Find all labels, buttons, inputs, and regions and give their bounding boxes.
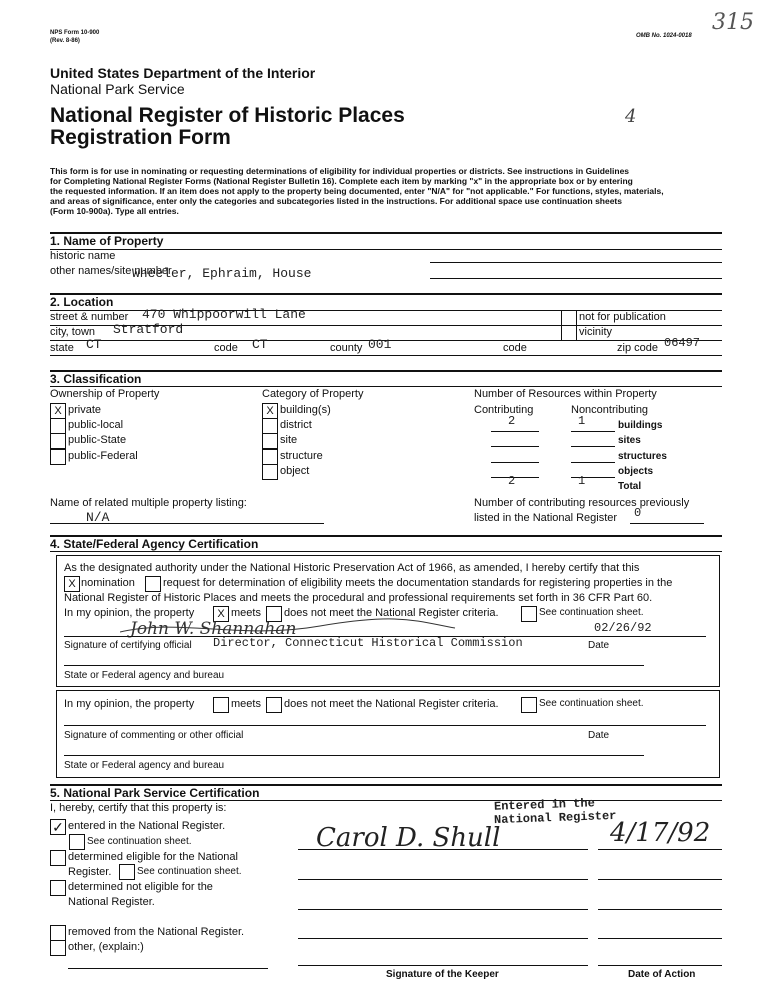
determined-not-eligible-checkbox[interactable] [50, 880, 66, 896]
rule [571, 462, 615, 463]
county-value: 001 [368, 337, 392, 352]
contributing-total: 2 [508, 474, 516, 488]
vicinity-label: vicinity [579, 326, 613, 338]
removed-checkbox[interactable] [50, 925, 66, 941]
state-value: CT [86, 337, 102, 352]
handwritten-mark: 4 [625, 106, 637, 127]
rule [64, 665, 644, 666]
rule [491, 431, 539, 432]
form-number: NPS Form 10-900 [50, 30, 100, 36]
official-title-value: Director, Connecticut Historical Commission [213, 636, 523, 650]
opinion2-label: In my opinion, the property [64, 698, 195, 710]
continuation-checkbox[interactable] [521, 606, 537, 622]
svg-text:Carol D. Shull: Carol D. Shull [316, 823, 501, 853]
resource-total-label: Total [618, 481, 642, 492]
noncontributing-total: 1 [578, 474, 586, 488]
rule [571, 431, 615, 432]
section-3-heading: 3. Classification [50, 372, 142, 386]
vicinity-checkbox[interactable] [561, 325, 577, 341]
rule [298, 909, 588, 910]
date-label: Date [588, 640, 610, 651]
entered-checkbox[interactable]: ✓ [50, 819, 66, 835]
street-value: 470 Whippoorwill Lane [142, 307, 306, 322]
ownership-private-checkbox[interactable]: X [50, 403, 66, 419]
rule [50, 523, 324, 524]
resource-row-label: buildings [618, 420, 663, 431]
category-buildings-label: building(s) [280, 404, 331, 416]
zip-value: 06497 [664, 336, 701, 350]
category-site-checkbox[interactable] [262, 433, 278, 449]
determined-not-eligible-label: determined not eligible for the [68, 881, 213, 893]
continuation-label: See continuation sheet. [539, 607, 644, 618]
not-for-publication-label: not for publication [579, 311, 666, 323]
category-district-label: district [280, 419, 312, 431]
ownership-public-federal-checkbox[interactable] [50, 449, 66, 465]
previously-listed-label-2: listed in the National Register [474, 512, 618, 524]
determined-eligible-label: determined eligible for the National [68, 851, 238, 863]
entered-stamp-line-2: National Register [493, 808, 617, 828]
category-structure-checkbox[interactable] [262, 449, 278, 465]
meets-label: meets [231, 607, 261, 619]
county-code-label: code [503, 342, 527, 354]
nomination-label: nomination [81, 577, 135, 589]
ownership-public-local-checkbox[interactable] [50, 418, 66, 434]
eligible-continuation-checkbox[interactable] [119, 864, 135, 880]
rule [430, 262, 722, 263]
continuation2-label: See continuation sheet. [539, 698, 644, 709]
other-names-label: other names/site number [50, 265, 172, 277]
page-subtitle: Registration Form [50, 126, 231, 149]
category-district-checkbox[interactable] [262, 418, 278, 434]
rule [491, 462, 539, 463]
resource-row-label: objects [618, 466, 654, 477]
cert-line-3: National Register of Historic Places and meets the procedural and professional requirements set forth in 36 CFR Part 60. [64, 592, 653, 604]
rule [68, 968, 268, 969]
does-not-meet-label: does not meet the National Register criteria. [284, 607, 499, 619]
keeper-label: Signature of the Keeper [386, 969, 499, 980]
section-divider [50, 370, 722, 372]
rule [630, 523, 704, 524]
resources-heading: Number of Resources within Property [474, 388, 657, 400]
date2-label: Date [588, 730, 610, 741]
rule [50, 386, 722, 387]
other-label: other, (explain:) [68, 941, 144, 953]
svg-text:John W. Shannahan: John W. Shannahan [130, 619, 297, 639]
category-object-checkbox[interactable] [262, 464, 278, 480]
cert-line-2: request for determination of eligibility meets the documentation standards for registering properties in the [163, 577, 673, 589]
entered-continuation-label: See continuation sheet. [87, 836, 192, 847]
section-2-heading: 2. Location [50, 295, 114, 309]
previously-listed-label: Number of contributing resources previously [474, 497, 690, 509]
nomination-checkbox[interactable]: X [64, 576, 80, 592]
rule [50, 355, 722, 356]
rule [298, 879, 588, 880]
does-not-meet2-label: does not meet the National Register criteria. [284, 698, 499, 710]
contributing-heading: Contributing [474, 404, 534, 416]
ownership-public-federal-label: public-Federal [68, 450, 138, 462]
rule [50, 551, 722, 552]
state-label: state [50, 342, 74, 354]
certify-label: I, hereby, certify that this property is: [50, 802, 227, 814]
omb-number: OMB No. 1024-0018 [636, 33, 692, 39]
ownership-public-local-label: public-local [68, 419, 124, 431]
zip-label: zip code [617, 342, 658, 354]
category-heading: Category of Property [262, 388, 364, 400]
other-checkbox[interactable] [50, 940, 66, 956]
form-revision: (Rev. 8-86) [50, 38, 80, 44]
removed-label: removed from the National Register. [68, 926, 245, 938]
ownership-public-state-label: public-State [68, 434, 127, 446]
noncontributing-buildings: 1 [578, 414, 586, 428]
category-site-label: site [280, 434, 298, 446]
rule [571, 446, 615, 447]
not-for-publication-checkbox[interactable] [561, 310, 577, 326]
handwritten-page-number: 315 [712, 10, 754, 35]
rule [298, 965, 588, 966]
rule [298, 938, 588, 939]
rule [598, 849, 722, 850]
continuation2-checkbox[interactable] [521, 697, 537, 713]
determined-not-eligible-label-2: National Register. [68, 896, 155, 908]
multiple-listing-value: N/A [86, 510, 110, 525]
rule [50, 249, 722, 250]
section-divider [50, 293, 722, 295]
entered-label: entered in the National Register. [68, 820, 226, 832]
agency: National Park Service [50, 81, 185, 97]
category-object-label: object [280, 465, 310, 477]
keeper-signature [298, 812, 548, 862]
date-of-action: 4/17/92 [610, 818, 711, 848]
rule [64, 755, 644, 756]
action-date-label: Date of Action [628, 969, 696, 980]
section-5-heading: 5. National Park Service Certification [50, 786, 260, 800]
section-1-heading: 1. Name of Property [50, 234, 164, 248]
entered-stamp-line-1: Entered in the [493, 796, 596, 814]
rule [598, 909, 722, 910]
noncontributing-heading: Noncontributing [571, 404, 649, 416]
meets2-label: meets [231, 698, 261, 710]
certifying-official-label: Signature of certifying official [64, 640, 192, 651]
state-agency2-label: State or Federal agency and bureau [64, 760, 225, 771]
code-label: code [214, 342, 238, 354]
commenting-official-label: Signature of commenting or other official [64, 730, 244, 741]
does-not-meet2-checkbox[interactable] [266, 697, 282, 713]
determined-eligible-label-2: Register. [68, 866, 112, 878]
city-value: Stratford [113, 322, 184, 337]
ownership-public-state-checkbox[interactable] [50, 433, 66, 449]
eligible-continuation-label: See continuation sheet. [137, 866, 242, 877]
determined-eligible-checkbox[interactable] [50, 850, 66, 866]
request-checkbox[interactable] [145, 576, 161, 592]
state-agency-label: State or Federal agency and bureau [64, 670, 225, 681]
contributing-buildings: 2 [508, 414, 516, 428]
certification-date: 02/26/92 [594, 621, 652, 635]
multiple-listing-label: Name of related multiple property listing: [50, 497, 247, 509]
county-label: county [330, 342, 363, 354]
opinion-label: In my opinion, the property [64, 607, 195, 619]
section-4-heading: 4. State/Federal Agency Certification [50, 537, 259, 551]
resource-row-label: structures [618, 451, 667, 462]
resource-row-label: sites [618, 435, 641, 446]
instructions: This form is for use in nominating or requesting determinations of eligibility for individual properties or districts. See instructions in Guidelines for Completing National Register Forms (National Register Bulletin 16). Complete each item by marking "x" in the appropriate box or by entering the requested information. If an item does not apply to the property being documented, enter "N/A" for "not applicable." For functions, styles, materials, and areas of significance, enter only the categories and subcategories listed in the instructions. For additional space use continuation sheets (Form 10-900a). Type all entries. [50, 166, 664, 216]
street-label: street & number [50, 311, 129, 323]
cert-line-1: As the designated authority under the National Historic Preservation Act of 1966, as amended, I hereby certify that this [64, 562, 640, 574]
page-title: National Register of Historic Places [50, 104, 405, 127]
rule [298, 849, 588, 850]
meets-checkbox[interactable]: X [213, 606, 229, 622]
category-buildings-checkbox[interactable]: X [262, 403, 278, 419]
rule [598, 938, 722, 939]
category-structure-label: structure [280, 450, 323, 462]
ownership-private-label: private [68, 404, 102, 416]
ownership-heading: Ownership of Property [50, 388, 160, 400]
meets2-checkbox[interactable] [213, 697, 229, 713]
rule [50, 800, 722, 801]
rule [491, 446, 539, 447]
department: United States Department of the Interior [50, 65, 316, 81]
city-label: city, town [50, 326, 96, 338]
historic-name-label: historic name [50, 250, 116, 262]
entered-continuation-checkbox[interactable] [69, 834, 85, 850]
rule [598, 965, 722, 966]
previously-listed-value: 0 [634, 506, 642, 520]
other-names-value: Wheeler, Ephraim, House [132, 266, 312, 281]
rule [598, 879, 722, 880]
code-value: CT [252, 337, 268, 352]
rule [430, 278, 722, 279]
rule [64, 725, 706, 726]
